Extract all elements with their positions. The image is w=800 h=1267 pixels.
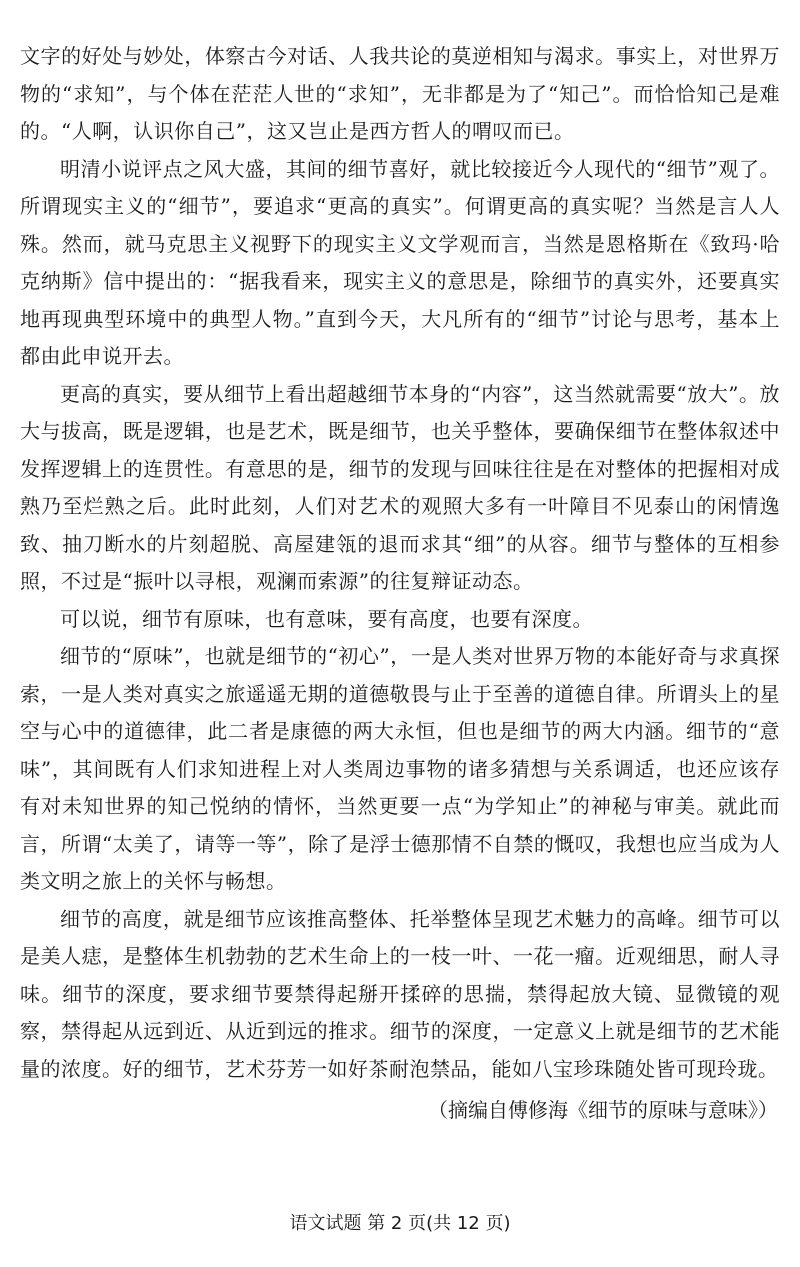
source-citation: （摘编自傅修海《细节的原味与意味》） xyxy=(428,1098,778,1122)
page-footer: 语文试题 第 2 页(共 12 页) xyxy=(289,1213,511,1234)
paragraph-5: 细节的“原味”，也就是细节的“初心”，一是人类对世界万物的本能好奇与求真探索，一是人类对真实之旅遥遥无期的道德敬畏与止于至善的道德自律。所谓头上的星空与心中的道德律，此二者是康德的两大永恒，但也是细节的两大内涵。细节的“意味”，其间既有人们求知进程上对人类周边事物的诸多猜想与关系调适，也还应该存有对未知世界的知己悦纳的情怀，当然更要一点“为学知止”的神秘与审美。就此而言，所谓“太美了，请等一等”，除了是浮士德那情不自禁的慨叹，我想也应当成为人类文明之旅上的关怀与畅想。 xyxy=(20,644,780,893)
paragraph-4: 可以说，细节有原味，也有意味，要有高度，也要有深度。 xyxy=(60,606,593,631)
paragraph-1: 文字的好处与妙处，体察古今对话、人我共论的莫逆相知与渴求。事实上，对世界万物的“求知”，与个体在茫茫人世的“求知”，无非都是为了“知己”。而恰恰知己是难的。“人啊，认识你自己”，这又岂止是西方哲人的喟叹而已。 xyxy=(20,44,780,143)
paragraph-3: 更高的真实，要从细节上看出超越细节本身的“内容”，这当然就需要“放大”。放大与拔高，既是逻辑，也是艺术，既是细节，也关乎整体，要确保细节在整体叙述中发挥逻辑上的连贯性。有意思的是，细节的发现与回味往往是在对整体的把握相对成熟乃至烂熟之后。此时此刻，人们对艺术的观照大多有一叶障目不见泰山的闲情逸致、抽刀断水的片刻超脱、高屋建瓴的退而求其“细”的从容。细节与整体的互相参照，不过是“振叶以寻根，观澜而索源”的往复辩证动态。 xyxy=(20,381,780,593)
paragraph-2: 明清小说评点之风大盛，其间的细节喜好，就比较接近今人现代的“细节”观了。所谓现实主义的“细节”，要追求“更高的真实”。何谓更高的真实呢？当然是言人人殊。然而，就马克思主义视野下的现实主义文学观而言，当然是恩格斯在《致玛·哈克纳斯》信中提出的：“据我看来，现实主义的意思是，除细节的真实外，还要真实地再现典型环境中的典型人物。”直到今天，大凡所有的“细节”讨论与思考，基本上都由此申说开去。 xyxy=(20,156,780,368)
paragraph-6: 细节的高度，就是细节应该推高整体、托举整体呈现艺术魅力的高峰。细节可以是美人痣，是整体生机勃勃的艺术生命上的一枝一叶、一花一瘤。近观细思，耐人寻味。细节的深度，要求细节要禁得起掰开揉碎的思揣，禁得起放大镜、显微镜的观察，禁得起从远到近、从近到远的推求。细节的深度，一定意义上就是细节的艺术能量的浓度。好的细节，艺术芬芳一如好茶耐泡禁品，能如八宝珍珠随处皆可现玲珑。 xyxy=(20,906,780,1081)
